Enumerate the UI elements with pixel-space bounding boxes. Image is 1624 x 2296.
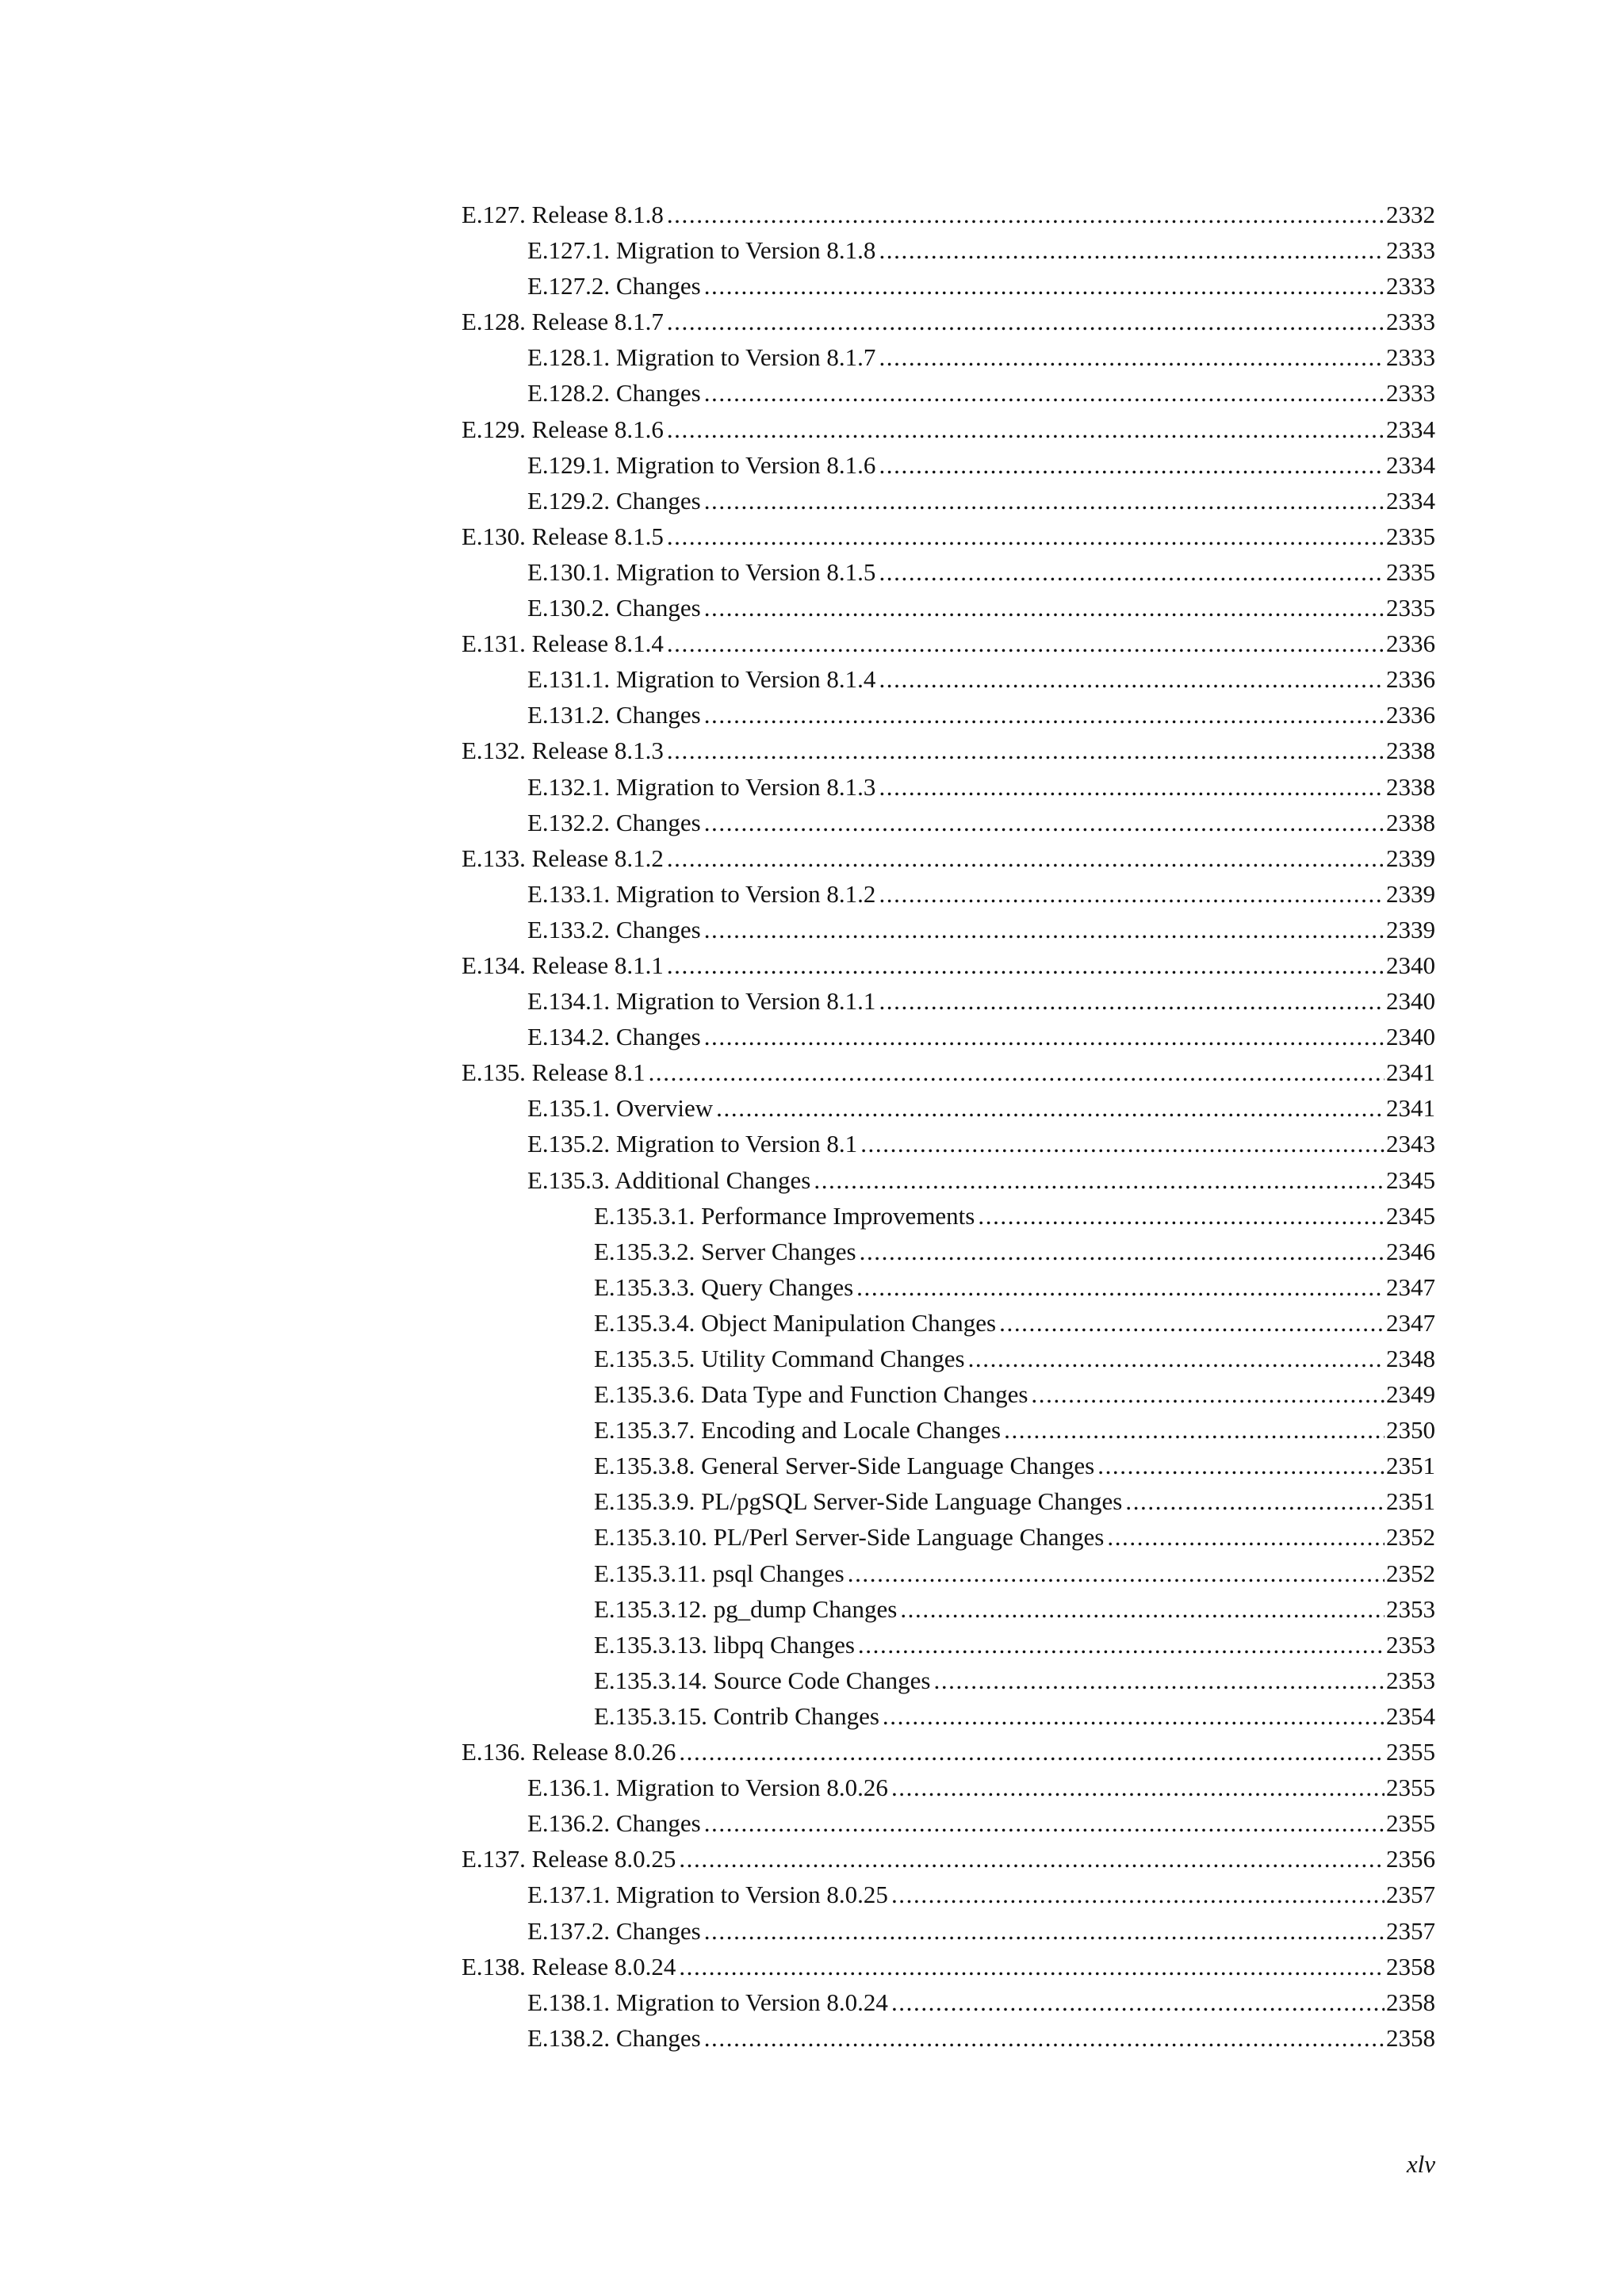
toc-entry[interactable]: [462, 1877, 1435, 1912]
dot-leader: [704, 268, 1385, 304]
toc-entry-title: E.135.3.5. Utility Command Changes: [594, 1345, 965, 1372]
toc-entry[interactable]: [462, 1412, 1435, 1448]
toc-entry-page: 2333: [1386, 379, 1435, 408]
toc-entry[interactable]: [462, 1376, 1435, 1412]
toc-entry-title: E.128.2. Changes: [527, 379, 701, 408]
toc-entry[interactable]: [462, 1019, 1435, 1054]
dot-leader: [891, 1877, 1385, 1912]
dot-leader: [900, 1591, 1385, 1627]
toc-entry-title: E.135.3.14. Source Code Changes: [594, 1666, 931, 1694]
dot-leader: [879, 983, 1385, 1019]
toc-entry-page: 2338: [1386, 737, 1435, 765]
toc-entry-title: E.138.2. Changes: [527, 2023, 701, 2052]
toc-entry-title: E.129.2. Changes: [527, 486, 701, 515]
toc-entry-page: 2356: [1386, 1845, 1435, 1873]
toc-entry[interactable]: [462, 1805, 1435, 1841]
toc-entry-page: 2355: [1386, 1809, 1435, 1838]
toc-entry-title: E.135.3.2. Server Changes: [594, 1237, 856, 1265]
dot-leader: [667, 519, 1385, 554]
toc-entry[interactable]: [462, 1984, 1435, 2020]
dot-leader: [879, 876, 1385, 912]
toc-entry-page: 2352: [1386, 1523, 1435, 1552]
toc-entry[interactable]: [462, 733, 1435, 768]
dot-leader: [704, 1019, 1385, 1054]
dot-leader: [879, 339, 1385, 375]
toc-entry-title: E.132. Release 8.1.3: [462, 737, 664, 765]
toc-entry-title: E.135.3.8. General Server-Side Language Changes: [594, 1452, 1095, 1480]
toc-entry-page: 2355: [1386, 1738, 1435, 1766]
toc-entry[interactable]: [462, 1305, 1435, 1341]
toc-entry[interactable]: [462, 447, 1435, 483]
toc-entry-page: 2341: [1386, 1094, 1435, 1123]
toc-entry-page: 2345: [1386, 1165, 1435, 1194]
dot-leader: [891, 1770, 1385, 1805]
toc-entry[interactable]: [462, 697, 1435, 733]
dot-leader: [704, 590, 1385, 626]
dot-leader: [667, 411, 1385, 447]
toc-entry-title: E.128.1. Migration to Version 8.1.7: [527, 343, 876, 372]
toc-entry[interactable]: [462, 197, 1435, 232]
toc-entry-page: 2332: [1386, 201, 1435, 228]
toc-entry-title: E.137.1. Migration to Version 8.0.25: [527, 1881, 888, 1909]
toc-entry-title: E.129. Release 8.1.6: [462, 415, 664, 443]
toc-entry-title: E.134. Release 8.1.1: [462, 951, 664, 979]
dot-leader: [704, 1913, 1385, 1949]
toc-entry[interactable]: [462, 590, 1435, 626]
toc-entry-title: E.133.1. Migration to Version 8.1.2: [527, 879, 876, 908]
toc-entry-title: E.136.2. Changes: [527, 1809, 701, 1838]
toc-entry-title: E.127.2. Changes: [527, 272, 701, 300]
toc-entry-page: 2353: [1386, 1594, 1435, 1623]
dot-leader: [814, 1162, 1385, 1198]
toc-entry-title: E.131.2. Changes: [527, 701, 701, 729]
dot-leader: [667, 304, 1385, 339]
toc-entry-title: E.135.1. Overview: [527, 1094, 714, 1123]
toc-entry-title: E.135.3.12. pg_dump Changes: [594, 1594, 898, 1623]
toc-entry-page: 2339: [1386, 844, 1435, 872]
toc-entry-page: 2335: [1386, 594, 1435, 622]
dot-leader: [891, 1984, 1385, 2020]
dot-leader: [704, 2020, 1385, 2056]
dot-leader: [1107, 1519, 1385, 1555]
dot-leader: [856, 1269, 1385, 1305]
toc-entry[interactable]: [462, 375, 1435, 411]
toc-entry[interactable]: [462, 1591, 1435, 1627]
dot-leader: [879, 769, 1385, 805]
toc-entry-page: 2338: [1386, 772, 1435, 801]
toc-entry-title: E.134.2. Changes: [527, 1023, 701, 1051]
toc-entry-title: E.135.3.11. psql Changes: [594, 1559, 845, 1587]
toc-entry-page: 2358: [1386, 1988, 1435, 2016]
toc-entry-page: 2350: [1386, 1416, 1435, 1445]
toc-entry-title: E.133. Release 8.1.2: [462, 844, 664, 872]
toc-entry-title: E.138.1. Migration to Version 8.0.24: [527, 1988, 888, 2016]
toc-entry[interactable]: [462, 554, 1435, 590]
toc-entry[interactable]: [462, 304, 1435, 339]
dot-leader: [667, 733, 1385, 768]
dot-leader: [1125, 1483, 1385, 1519]
toc-entry-page: 2358: [1386, 2023, 1435, 2052]
toc-entry[interactable]: [462, 1054, 1435, 1090]
toc-entry-page: 2355: [1386, 1774, 1435, 1802]
dot-leader: [704, 805, 1385, 840]
dot-leader: [667, 840, 1385, 876]
dot-leader: [860, 1126, 1385, 1161]
toc-entry-title: E.138. Release 8.0.24: [462, 1952, 676, 1980]
toc-entry[interactable]: [462, 1841, 1435, 1877]
toc-entry-page: 2336: [1386, 665, 1435, 694]
toc-entry[interactable]: [462, 1556, 1435, 1591]
toc-entry[interactable]: [462, 1698, 1435, 1734]
toc-entry-title: E.130.1. Migration to Version 8.1.5: [527, 557, 876, 586]
dot-leader: [879, 554, 1385, 590]
toc-entry-page: 2353: [1386, 1630, 1435, 1659]
toc-entry-title: E.135.3. Additional Changes: [527, 1165, 811, 1194]
toc-entry[interactable]: [462, 1269, 1435, 1305]
toc-entry[interactable]: [462, 483, 1435, 519]
toc-entry-page: 2333: [1386, 308, 1435, 336]
toc-entry-page: 2341: [1386, 1058, 1435, 1087]
dot-leader: [704, 483, 1385, 519]
toc-entry-title: E.135.3.6. Data Type and Function Changes: [594, 1380, 1028, 1409]
toc-entry-page: 2340: [1386, 1023, 1435, 1051]
toc-entry-title: E.137.2. Changes: [527, 1916, 701, 1945]
toc-entry[interactable]: [462, 1483, 1435, 1519]
page-number: xlv: [1406, 2150, 1435, 2178]
toc-entry-page: 2338: [1386, 808, 1435, 836]
toc-entry-title: E.135.3.10. PL/Perl Server-Side Language Changes: [594, 1523, 1105, 1552]
toc-entry[interactable]: [462, 339, 1435, 375]
dot-leader: [704, 375, 1385, 411]
dot-leader: [704, 1805, 1385, 1841]
toc-entry-title: E.135.3.1. Performance Improvements: [594, 1201, 975, 1230]
toc-entry-title: E.135.3.7. Encoding and Locale Changes: [594, 1416, 1002, 1445]
toc-entry-title: E.135.2. Migration to Version 8.1: [527, 1130, 858, 1158]
toc-entry[interactable]: [462, 1126, 1435, 1161]
toc-entry[interactable]: [462, 268, 1435, 304]
toc-entry-page: 2339: [1386, 879, 1435, 908]
toc-entry-title: E.129.1. Migration to Version 8.1.6: [527, 450, 876, 479]
toc-entry-page: 2357: [1386, 1916, 1435, 1945]
toc-entry[interactable]: [462, 1913, 1435, 1949]
toc-entry-page: 2333: [1386, 272, 1435, 300]
toc-entry-title: E.127. Release 8.1.8: [462, 201, 664, 228]
toc-entry[interactable]: [462, 411, 1435, 447]
toc-entry-page: 2336: [1386, 701, 1435, 729]
toc-entry-title: E.136.1. Migration to Version 8.0.26: [527, 1774, 888, 1802]
dot-leader: [879, 447, 1385, 483]
dot-leader: [860, 1234, 1385, 1269]
dot-leader: [933, 1663, 1385, 1698]
toc-entry[interactable]: [462, 1448, 1435, 1483]
toc-entry-title: E.136. Release 8.0.26: [462, 1738, 676, 1766]
dot-leader: [879, 661, 1385, 697]
toc-entry-page: 2349: [1386, 1380, 1435, 1409]
table-of-contents: [462, 197, 1435, 2056]
toc-entry-page: 2348: [1386, 1345, 1435, 1372]
toc-entry-page: 2339: [1386, 915, 1435, 943]
toc-entry-page: 2357: [1386, 1881, 1435, 1909]
toc-entry-page: 2333: [1386, 236, 1435, 265]
toc-entry-title: E.130. Release 8.1.5: [462, 522, 664, 550]
toc-entry-page: 2353: [1386, 1666, 1435, 1694]
toc-entry[interactable]: [462, 1663, 1435, 1698]
toc-entry[interactable]: [462, 232, 1435, 268]
toc-entry-title: E.135. Release 8.1: [462, 1058, 645, 1087]
toc-entry-page: 2347: [1386, 1272, 1435, 1301]
dot-leader: [679, 1841, 1385, 1877]
dot-leader: [667, 947, 1385, 983]
toc-entry[interactable]: [462, 626, 1435, 661]
toc-entry-title: E.131.1. Migration to Version 8.1.4: [527, 665, 876, 694]
toc-entry-page: 2351: [1386, 1452, 1435, 1480]
toc-entry[interactable]: [462, 1341, 1435, 1376]
toc-entry-page: 2351: [1386, 1487, 1435, 1516]
dot-leader: [704, 912, 1385, 947]
dot-leader: [968, 1341, 1385, 1376]
toc-entry-title: E.135.3.9. PL/pgSQL Server-Side Language Changes: [594, 1487, 1123, 1516]
dot-leader: [1004, 1412, 1385, 1448]
dot-leader: [667, 626, 1385, 661]
toc-entry[interactable]: [462, 1198, 1435, 1234]
toc-entry[interactable]: [462, 519, 1435, 554]
toc-entry-page: 2346: [1386, 1237, 1435, 1265]
toc-entry-page: 2334: [1386, 415, 1435, 443]
dot-leader: [879, 232, 1385, 268]
toc-entry-title: E.132.1. Migration to Version 8.1.3: [527, 772, 876, 801]
toc-entry[interactable]: [462, 1162, 1435, 1198]
dot-leader: [883, 1698, 1385, 1734]
toc-entry-page: 2352: [1386, 1559, 1435, 1587]
toc-entry-page: 2347: [1386, 1308, 1435, 1337]
toc-entry-title: E.135.3.3. Query Changes: [594, 1272, 854, 1301]
dot-leader: [978, 1198, 1385, 1234]
dot-leader: [716, 1090, 1385, 1126]
toc-entry-page: 2343: [1386, 1130, 1435, 1158]
toc-entry-page: 2335: [1386, 557, 1435, 586]
toc-entry-page: 2340: [1386, 987, 1435, 1016]
toc-entry[interactable]: [462, 805, 1435, 840]
dot-leader: [679, 1734, 1385, 1770]
toc-entry-title: E.132.2. Changes: [527, 808, 701, 836]
toc-entry-page: 2340: [1386, 951, 1435, 979]
dot-leader: [999, 1305, 1385, 1341]
dot-leader: [848, 1556, 1385, 1591]
toc-entry-title: E.133.2. Changes: [527, 915, 701, 943]
toc-entry[interactable]: [462, 840, 1435, 876]
toc-entry-page: 2335: [1386, 522, 1435, 550]
toc-entry-title: E.130.2. Changes: [527, 594, 701, 622]
toc-entry[interactable]: [462, 912, 1435, 947]
toc-entry-title: E.137. Release 8.0.25: [462, 1845, 676, 1873]
toc-entry[interactable]: [462, 769, 1435, 805]
dot-leader: [667, 197, 1385, 232]
toc-entry-title: E.135.3.4. Object Manipulation Changes: [594, 1308, 997, 1337]
toc-entry-page: 2354: [1386, 1701, 1435, 1730]
toc-entry[interactable]: [462, 1949, 1435, 1984]
toc-entry-page: 2334: [1386, 486, 1435, 515]
toc-entry[interactable]: [462, 983, 1435, 1019]
toc-entry[interactable]: [462, 2020, 1435, 2056]
toc-entry-page: 2333: [1386, 343, 1435, 372]
toc-entry[interactable]: [462, 1770, 1435, 1805]
dot-leader: [704, 697, 1385, 733]
toc-entry-title: E.135.3.13. libpq Changes: [594, 1630, 855, 1659]
dot-leader: [649, 1054, 1385, 1090]
toc-entry[interactable]: [462, 661, 1435, 697]
toc-entry[interactable]: [462, 1519, 1435, 1555]
toc-entry-title: E.131. Release 8.1.4: [462, 629, 664, 658]
toc-entry-page: 2334: [1386, 450, 1435, 479]
toc-entry-title: E.128. Release 8.1.7: [462, 308, 664, 336]
dot-leader: [1097, 1448, 1385, 1483]
toc-entry-title: E.127.1. Migration to Version 8.1.8: [527, 236, 876, 265]
toc-entry-title: E.135.3.15. Contrib Changes: [594, 1701, 879, 1730]
toc-entry[interactable]: [462, 1627, 1435, 1663]
toc-entry[interactable]: [462, 1234, 1435, 1269]
toc-entry[interactable]: [462, 876, 1435, 912]
toc-entry-page: 2345: [1386, 1201, 1435, 1230]
dot-leader: [679, 1949, 1385, 1984]
toc-entry-page: 2358: [1386, 1952, 1435, 1980]
toc-entry[interactable]: [462, 1090, 1435, 1126]
toc-entry[interactable]: [462, 947, 1435, 983]
dot-leader: [1031, 1376, 1385, 1412]
dot-leader: [858, 1627, 1385, 1663]
toc-entry-page: 2336: [1386, 629, 1435, 658]
toc-entry-title: E.134.1. Migration to Version 8.1.1: [527, 987, 876, 1016]
toc-entry[interactable]: [462, 1734, 1435, 1770]
